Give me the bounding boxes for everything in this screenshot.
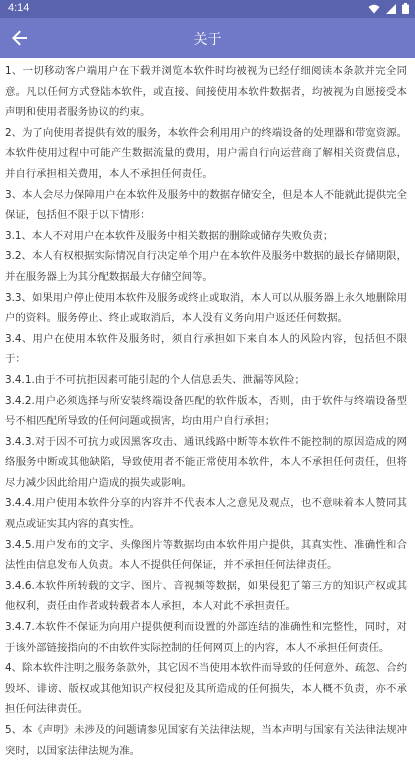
about-content[interactable] — [0, 58, 415, 757]
paragraph: 2、为了向使用者提供有效的服务，本软件会利用用户的终端设备的处理器和带宽资源。本软件使用过程中可能产生数据流量的费用，用户需自行向运营商了解相关资费信息，并自行承担相关费用，本人不承担任何责任。 — [5, 126, 407, 180]
app-bar — [0, 18, 415, 58]
paragraph: 3.4.3.对于因不可抗力或因黑客攻击、通讯线路中断等本软件不能控制的原因造成的网络服务中断或其他缺陷，导致使用者不能正常使用本软件，本人不承担任何责任，但将尽力减少因此给用户造成的损失或影响。 — [5, 435, 407, 489]
paragraph: 3.3、如果用户停止使用本软件及服务或终止或取消，本人可以从服务器上永久地删除用户的资料。服务停止、终止或取消后，本人没有义务向用户返还任何数据。 — [5, 291, 407, 325]
status-bar — [0, 0, 415, 18]
paragraph: 5、本《声明》未涉及的问题请参见国家有关法律法规，当本声明与国家有关法律法规冲突时，以国家法律法规为准。 — [5, 724, 407, 757]
status-icons — [368, 3, 409, 14]
paragraph: 3.2、本人有权根据实际情况自行决定单个用户在本软件及服务中数据的最长存储期限，并在服务器上为其分配数据最大存储空间等。 — [5, 250, 407, 283]
paragraph: 3.4.1.由于不可抗拒因素可能引起的个人信息丢失、泄漏等风险； — [5, 373, 305, 386]
paragraph: 3.4.5.用户发布的文字、头像图片等数据均由本软件用户提供，其真实性、准确性和合法性由信息发布人负责。本人不提供任何保证，并不承担任何法律责任。 — [5, 538, 407, 572]
page-title: 关于 — [193, 32, 222, 48]
paragraph: 3、本人会尽力保障用户在本软件及服务中的数据存储安全，但是本人不能就此提供完全保证，包括但不限于以下情形： — [5, 188, 407, 222]
paragraph: 1、一切移动客户端用户在下载并浏览本软件时均被视为已经仔细阅读本条款并完全同意。凡以任何方式登陆本软件，或直接、间接使用本软件数据者，均被视为自愿接受本声明和使用者服务协议的约束。 — [5, 65, 407, 119]
paragraph: 4、除本软件注明之服务条款外，其它因不当使用本软件而导致的任何意外、疏忽、合约毁坏、诽谤、版权或其他知识产权侵犯及其所造成的任何损失，本人概不负责，亦不承担任何法律责任。 — [5, 662, 407, 716]
signal-icon — [386, 4, 396, 14]
battery-icon — [402, 3, 409, 14]
paragraph: 3.4.2.用户必须选择与所安装终端设备匹配的软件版本，否则，由于软件与终端设备型号不相匹配所导致的任何问题或损害，均由用户自行承担； — [5, 394, 407, 428]
paragraph: 3.1、本人不对用户在本软件及服务中相关数据的删除或储存失败负责； — [5, 229, 334, 242]
wifi-icon — [368, 4, 380, 14]
paragraph: 3.4.4.用户使用本软件分享的内容并不代表本人之意见及观点，也不意味着本人赞同其观点或证实其内容的真实性。 — [5, 497, 407, 531]
paragraph: 3.4.7.本软件不保证为向用户提供便利而设置的外部连结的准确性和完整性，同时，对于该外部链接指向的不由软件实际控制的任何网页上的内容，本人不承担任何责任。 — [5, 621, 407, 654]
paragraph: 3.4、用户在使用本软件及服务时，须自行承担如下来自本人的风险内容，包括但不限于： — [5, 332, 407, 366]
status-time: 4:14 — [8, 2, 30, 14]
paragraph: 3.4.6.本软件所转载的文字、图片、音视频等数据，如果侵犯了第三方的知识产权或其他权利，责任由作者或转载者本人承担，本人对此不承担责任。 — [5, 579, 407, 613]
